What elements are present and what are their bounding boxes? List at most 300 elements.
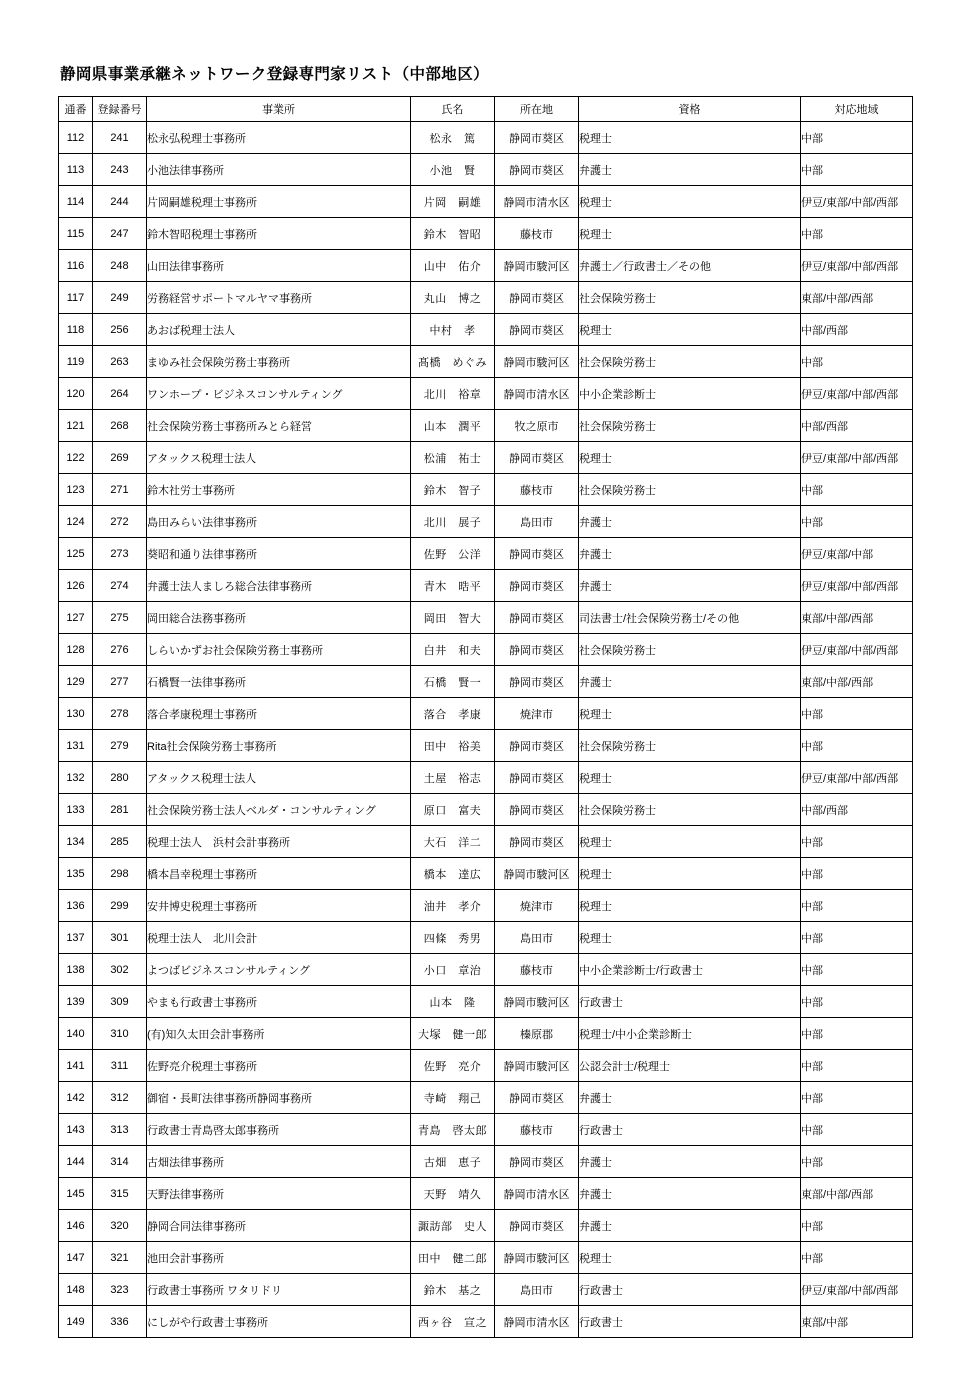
table-row	[59, 890, 913, 922]
cell-no: 140	[59, 1018, 93, 1050]
cell-name: 石橋 賢一	[411, 666, 495, 698]
cell-service-area: 中部	[801, 474, 913, 506]
cell-name: 片岡 嗣雄	[411, 186, 495, 218]
cell-service-area: 中部	[801, 730, 913, 762]
column-header-name: 氏名	[411, 97, 495, 122]
cell-no: 112	[59, 122, 93, 154]
cell-qualification: 税理士	[579, 890, 801, 922]
cell-office: 古畑法律事務所	[147, 1146, 411, 1178]
cell-no: 124	[59, 506, 93, 538]
cell-registration-number: 314	[93, 1146, 147, 1178]
cell-service-area: 東部/中部/西部	[801, 282, 913, 314]
cell-service-area: 中部	[801, 986, 913, 1018]
cell-no: 145	[59, 1178, 93, 1210]
cell-location: 静岡市駿河区	[495, 1050, 579, 1082]
cell-qualification: 社会保険労務士	[579, 410, 801, 442]
cell-service-area: 伊豆/東部/中部/西部	[801, 378, 913, 410]
cell-location: 静岡市清水区	[495, 186, 579, 218]
table-row	[59, 506, 913, 538]
cell-registration-number: 280	[93, 762, 147, 794]
cell-office: にしがや行政書士事務所	[147, 1306, 411, 1338]
cell-no: 114	[59, 186, 93, 218]
cell-registration-number: 279	[93, 730, 147, 762]
cell-service-area: 中部	[801, 154, 913, 186]
cell-no: 116	[59, 250, 93, 282]
cell-location: 静岡市葵区	[495, 1082, 579, 1114]
cell-no: 128	[59, 634, 93, 666]
cell-name: 青島 啓太郎	[411, 1114, 495, 1146]
cell-registration-number: 323	[93, 1274, 147, 1306]
cell-registration-number: 315	[93, 1178, 147, 1210]
cell-service-area: 東部/中部/西部	[801, 602, 913, 634]
cell-name: 青木 晧平	[411, 570, 495, 602]
cell-name: 髙橋 めぐみ	[411, 346, 495, 378]
cell-registration-number: 272	[93, 506, 147, 538]
cell-name: 原口 富夫	[411, 794, 495, 826]
cell-service-area: 中部	[801, 346, 913, 378]
cell-name: 鈴木 基之	[411, 1274, 495, 1306]
table-row	[59, 1018, 913, 1050]
cell-name: 鈴木 智子	[411, 474, 495, 506]
cell-location: 島田市	[495, 1274, 579, 1306]
cell-office: 社会保険労務士法人ベルダ・コンサルティング	[147, 794, 411, 826]
cell-qualification: 弁護士	[579, 1210, 801, 1242]
cell-qualification: 社会保険労務士	[579, 346, 801, 378]
table-row	[59, 986, 913, 1018]
cell-service-area: 中部	[801, 1210, 913, 1242]
cell-location: 静岡市葵区	[495, 730, 579, 762]
cell-name: 大石 洋二	[411, 826, 495, 858]
cell-location: 静岡市葵区	[495, 666, 579, 698]
table-row	[59, 858, 913, 890]
table-row	[59, 602, 913, 634]
cell-location: 静岡市駿河区	[495, 986, 579, 1018]
table-row	[59, 634, 913, 666]
cell-service-area: 東部/中部/西部	[801, 1178, 913, 1210]
cell-registration-number: 241	[93, 122, 147, 154]
cell-no: 127	[59, 602, 93, 634]
cell-location: 静岡市葵区	[495, 762, 579, 794]
cell-qualification: 税理士	[579, 826, 801, 858]
table-row	[59, 1178, 913, 1210]
cell-no: 139	[59, 986, 93, 1018]
table-row	[59, 570, 913, 602]
cell-office: 山田法律事務所	[147, 250, 411, 282]
cell-qualification: 弁護士	[579, 666, 801, 698]
table-row	[59, 346, 913, 378]
cell-office: やまも行政書士事務所	[147, 986, 411, 1018]
table-row	[59, 538, 913, 570]
cell-registration-number: 336	[93, 1306, 147, 1338]
cell-qualification: 行政書士	[579, 1114, 801, 1146]
cell-name: 岡田 智大	[411, 602, 495, 634]
cell-name: 油井 孝介	[411, 890, 495, 922]
cell-location: 焼津市	[495, 890, 579, 922]
cell-office: 静岡合同法律事務所	[147, 1210, 411, 1242]
cell-office: 税理士法人 北川会計	[147, 922, 411, 954]
cell-no: 134	[59, 826, 93, 858]
page-title: 静岡県事業承継ネットワーク登録専門家リスト（中部地区）	[60, 66, 489, 83]
cell-office: アタックス税理士法人	[147, 762, 411, 794]
cell-qualification: 税理士	[579, 762, 801, 794]
cell-office: 行政書士事務所 ワタリドリ	[147, 1274, 411, 1306]
cell-name: 大塚 健一郎	[411, 1018, 495, 1050]
cell-no: 133	[59, 794, 93, 826]
table-row	[59, 186, 913, 218]
cell-no: 142	[59, 1082, 93, 1114]
cell-qualification: 社会保険労務士	[579, 634, 801, 666]
cell-registration-number: 285	[93, 826, 147, 858]
cell-name: 丸山 博之	[411, 282, 495, 314]
cell-office: 岡田総合法務事務所	[147, 602, 411, 634]
table-row	[59, 154, 913, 186]
cell-name: 山中 佑介	[411, 250, 495, 282]
table-row	[59, 1274, 913, 1306]
cell-registration-number: 243	[93, 154, 147, 186]
cell-registration-number: 298	[93, 858, 147, 890]
cell-no: 130	[59, 698, 93, 730]
cell-location: 静岡市葵区	[495, 826, 579, 858]
cell-location: 島田市	[495, 922, 579, 954]
table-row	[59, 826, 913, 858]
cell-name: 松浦 祐士	[411, 442, 495, 474]
cell-location: 島田市	[495, 506, 579, 538]
table-header	[59, 97, 913, 122]
cell-name: 諏訪部 史人	[411, 1210, 495, 1242]
cell-no: 121	[59, 410, 93, 442]
cell-location: 静岡市葵区	[495, 442, 579, 474]
cell-no: 113	[59, 154, 93, 186]
cell-office: 落合孝康税理士事務所	[147, 698, 411, 730]
cell-no: 147	[59, 1242, 93, 1274]
cell-no: 117	[59, 282, 93, 314]
table-row	[59, 474, 913, 506]
cell-office: 橋本昌幸税理士事務所	[147, 858, 411, 890]
expert-list-table	[58, 96, 913, 1338]
table-row	[59, 122, 913, 154]
cell-office: 税理士法人 浜村会計事務所	[147, 826, 411, 858]
cell-name: 古畑 恵子	[411, 1146, 495, 1178]
column-header-location: 所在地	[495, 97, 579, 122]
cell-qualification: 税理士	[579, 922, 801, 954]
cell-name: 山本 隆	[411, 986, 495, 1018]
cell-registration-number: 269	[93, 442, 147, 474]
cell-registration-number: 248	[93, 250, 147, 282]
cell-service-area: 中部/西部	[801, 794, 913, 826]
cell-office: 佐野亮介税理士事務所	[147, 1050, 411, 1082]
column-header-no: 通番	[59, 97, 93, 122]
cell-service-area: 中部	[801, 1018, 913, 1050]
cell-no: 123	[59, 474, 93, 506]
cell-qualification: 社会保険労務士	[579, 730, 801, 762]
cell-location: 静岡市葵区	[495, 154, 579, 186]
cell-office: アタックス税理士法人	[147, 442, 411, 474]
cell-location: 藤枝市	[495, 474, 579, 506]
cell-location: 藤枝市	[495, 1114, 579, 1146]
cell-registration-number: 263	[93, 346, 147, 378]
cell-no: 138	[59, 954, 93, 986]
cell-qualification: 社会保険労務士	[579, 282, 801, 314]
cell-name: 寺崎 翔己	[411, 1082, 495, 1114]
cell-registration-number: 310	[93, 1018, 147, 1050]
cell-registration-number: 302	[93, 954, 147, 986]
cell-office: ワンホープ・ビジネスコンサルティング	[147, 378, 411, 410]
cell-location: 静岡市葵区	[495, 122, 579, 154]
cell-registration-number: 275	[93, 602, 147, 634]
cell-no: 132	[59, 762, 93, 794]
cell-office: まゆみ社会保険労務士事務所	[147, 346, 411, 378]
cell-office: 安井博史税理士事務所	[147, 890, 411, 922]
cell-registration-number: 312	[93, 1082, 147, 1114]
cell-qualification: 弁護士	[579, 1146, 801, 1178]
cell-office: 葵昭和通り法律事務所	[147, 538, 411, 570]
table-row	[59, 1306, 913, 1338]
cell-name: 北川 展子	[411, 506, 495, 538]
cell-qualification: 弁護士	[579, 1082, 801, 1114]
cell-qualification: 税理士	[579, 698, 801, 730]
cell-location: 静岡市葵区	[495, 570, 579, 602]
cell-location: 静岡市葵区	[495, 538, 579, 570]
cell-qualification: 行政書士	[579, 986, 801, 1018]
cell-name: 鈴木 智昭	[411, 218, 495, 250]
cell-location: 静岡市葵区	[495, 282, 579, 314]
cell-registration-number: 309	[93, 986, 147, 1018]
table-row	[59, 378, 913, 410]
cell-name: 四條 秀男	[411, 922, 495, 954]
cell-service-area: 中部	[801, 218, 913, 250]
cell-registration-number: 311	[93, 1050, 147, 1082]
cell-registration-number: 320	[93, 1210, 147, 1242]
cell-location: 静岡市駿河区	[495, 1242, 579, 1274]
cell-qualification: 弁護士	[579, 1178, 801, 1210]
cell-service-area: 伊豆/東部/中部/西部	[801, 634, 913, 666]
table-row	[59, 1114, 913, 1146]
cell-office: 御宿・長町法律事務所静岡事務所	[147, 1082, 411, 1114]
cell-location: 静岡市葵区	[495, 794, 579, 826]
table-row	[59, 282, 913, 314]
table-row	[59, 666, 913, 698]
cell-location: 静岡市駿河区	[495, 858, 579, 890]
cell-location: 静岡市清水区	[495, 378, 579, 410]
cell-name: 西ヶ谷 宣之	[411, 1306, 495, 1338]
cell-location: 藤枝市	[495, 218, 579, 250]
cell-service-area: 中部	[801, 1242, 913, 1274]
cell-service-area: 中部	[801, 1114, 913, 1146]
cell-service-area: 中部	[801, 858, 913, 890]
cell-no: 144	[59, 1146, 93, 1178]
cell-name: 佐野 亮介	[411, 1050, 495, 1082]
cell-registration-number: 299	[93, 890, 147, 922]
cell-qualification: 税理士	[579, 122, 801, 154]
cell-service-area: 中部	[801, 122, 913, 154]
cell-office: あおば税理士法人	[147, 314, 411, 346]
cell-service-area: 伊豆/東部/中部/西部	[801, 570, 913, 602]
cell-qualification: 税理士	[579, 858, 801, 890]
cell-no: 146	[59, 1210, 93, 1242]
cell-no: 122	[59, 442, 93, 474]
cell-qualification: 弁護士	[579, 506, 801, 538]
cell-registration-number: 301	[93, 922, 147, 954]
cell-office: 天野法律事務所	[147, 1178, 411, 1210]
cell-location: 榛原郡	[495, 1018, 579, 1050]
cell-name: 落合 孝康	[411, 698, 495, 730]
cell-registration-number: 249	[93, 282, 147, 314]
cell-no: 115	[59, 218, 93, 250]
cell-service-area: 中部	[801, 954, 913, 986]
cell-qualification: 弁護士	[579, 154, 801, 186]
cell-service-area: 中部	[801, 698, 913, 730]
cell-qualification: 税理士	[579, 442, 801, 474]
cell-service-area: 中部/西部	[801, 314, 913, 346]
cell-service-area: 中部	[801, 1050, 913, 1082]
cell-location: 静岡市駿河区	[495, 346, 579, 378]
cell-no: 135	[59, 858, 93, 890]
cell-registration-number: 247	[93, 218, 147, 250]
cell-service-area: 中部/西部	[801, 410, 913, 442]
cell-service-area: 伊豆/東部/中部/西部	[801, 1274, 913, 1306]
cell-name: 中村 孝	[411, 314, 495, 346]
cell-registration-number: 281	[93, 794, 147, 826]
cell-location: 静岡市葵区	[495, 314, 579, 346]
table-row	[59, 1210, 913, 1242]
column-header-qualification: 資格	[579, 97, 801, 122]
cell-qualification: 中小企業診断士	[579, 378, 801, 410]
cell-service-area: 東部/中部	[801, 1306, 913, 1338]
cell-location: 藤枝市	[495, 954, 579, 986]
cell-no: 119	[59, 346, 93, 378]
cell-office: 行政書士青島啓太郎事務所	[147, 1114, 411, 1146]
cell-service-area: 伊豆/東部/中部/西部	[801, 762, 913, 794]
table-row	[59, 410, 913, 442]
cell-location: 焼津市	[495, 698, 579, 730]
cell-location: 静岡市清水区	[495, 1178, 579, 1210]
cell-no: 118	[59, 314, 93, 346]
cell-qualification: 行政書士	[579, 1306, 801, 1338]
cell-no: 126	[59, 570, 93, 602]
cell-registration-number: 277	[93, 666, 147, 698]
cell-location: 静岡市駿河区	[495, 250, 579, 282]
cell-office: 労務経営サポートマルヤマ事務所	[147, 282, 411, 314]
cell-service-area: 伊豆/東部/中部/西部	[801, 442, 913, 474]
cell-service-area: 中部	[801, 1082, 913, 1114]
cell-service-area: 伊豆/東部/中部	[801, 538, 913, 570]
cell-service-area: 中部	[801, 890, 913, 922]
cell-name: 北川 裕章	[411, 378, 495, 410]
table-row	[59, 794, 913, 826]
cell-office: 石橋賢一法律事務所	[147, 666, 411, 698]
cell-registration-number: 264	[93, 378, 147, 410]
column-header-registration-number: 登録番号	[93, 97, 147, 122]
cell-registration-number: 256	[93, 314, 147, 346]
table-row	[59, 1146, 913, 1178]
cell-service-area: 中部	[801, 506, 913, 538]
cell-qualification: 弁護士／行政書士／その他	[579, 250, 801, 282]
table-body	[59, 122, 913, 1338]
cell-registration-number: 244	[93, 186, 147, 218]
cell-office: 社会保険労務士事務所みとら経営	[147, 410, 411, 442]
cell-location: 静岡市葵区	[495, 1210, 579, 1242]
cell-registration-number: 273	[93, 538, 147, 570]
cell-name: 橋本 達広	[411, 858, 495, 890]
cell-registration-number: 278	[93, 698, 147, 730]
cell-name: 松永 篤	[411, 122, 495, 154]
table-row	[59, 1050, 913, 1082]
cell-no: 141	[59, 1050, 93, 1082]
cell-qualification: 行政書士	[579, 1274, 801, 1306]
cell-office: 島田みらい法律事務所	[147, 506, 411, 538]
cell-no: 129	[59, 666, 93, 698]
cell-no: 120	[59, 378, 93, 410]
cell-no: 148	[59, 1274, 93, 1306]
table-row	[59, 314, 913, 346]
cell-name: 山本 潤平	[411, 410, 495, 442]
cell-qualification: 税理士	[579, 218, 801, 250]
cell-qualification: 中小企業診断士/行政書士	[579, 954, 801, 986]
cell-name: 土屋 裕志	[411, 762, 495, 794]
cell-registration-number: 274	[93, 570, 147, 602]
cell-qualification: 弁護士	[579, 538, 801, 570]
cell-name: 天野 靖久	[411, 1178, 495, 1210]
cell-name: 田中 裕美	[411, 730, 495, 762]
cell-office: よつばビジネスコンサルティング	[147, 954, 411, 986]
cell-no: 136	[59, 890, 93, 922]
table-row	[59, 218, 913, 250]
cell-no: 143	[59, 1114, 93, 1146]
table-row	[59, 922, 913, 954]
cell-location: 静岡市葵区	[495, 1146, 579, 1178]
cell-office: (有)知久太田会計事務所	[147, 1018, 411, 1050]
cell-location: 静岡市葵区	[495, 602, 579, 634]
table-row	[59, 1242, 913, 1274]
cell-qualification: 社会保険労務士	[579, 474, 801, 506]
cell-office: 鈴木社労士事務所	[147, 474, 411, 506]
cell-qualification: 弁護士	[579, 570, 801, 602]
cell-office: 松永弘税理士事務所	[147, 122, 411, 154]
cell-qualification: 税理士	[579, 314, 801, 346]
cell-office: しらいかずお社会保険労務士事務所	[147, 634, 411, 666]
cell-qualification: 税理士/中小企業診断士	[579, 1018, 801, 1050]
cell-qualification: 司法書士/社会保険労務士/その他	[579, 602, 801, 634]
cell-location: 静岡市清水区	[495, 1306, 579, 1338]
cell-service-area: 東部/中部/西部	[801, 666, 913, 698]
cell-qualification: 社会保険労務士	[579, 794, 801, 826]
cell-service-area: 中部	[801, 1146, 913, 1178]
cell-office: 小池法律事務所	[147, 154, 411, 186]
table-row	[59, 1082, 913, 1114]
table-row	[59, 762, 913, 794]
cell-qualification: 税理士	[579, 1242, 801, 1274]
cell-office: Rita社会保険労務士事務所	[147, 730, 411, 762]
column-header-office: 事業所	[147, 97, 411, 122]
cell-office: 池田会計事務所	[147, 1242, 411, 1274]
cell-service-area: 伊豆/東部/中部/西部	[801, 250, 913, 282]
cell-name: 白井 和夫	[411, 634, 495, 666]
cell-service-area: 伊豆/東部/中部/西部	[801, 186, 913, 218]
column-header-service-area: 対応地域	[801, 97, 913, 122]
cell-qualification: 税理士	[579, 186, 801, 218]
cell-no: 149	[59, 1306, 93, 1338]
cell-no: 131	[59, 730, 93, 762]
table-row	[59, 730, 913, 762]
cell-office: 片岡嗣雄税理士事務所	[147, 186, 411, 218]
cell-registration-number: 268	[93, 410, 147, 442]
cell-service-area: 中部	[801, 922, 913, 954]
cell-name: 小池 賢	[411, 154, 495, 186]
table-row	[59, 698, 913, 730]
cell-registration-number: 313	[93, 1114, 147, 1146]
table-row	[59, 250, 913, 282]
table-row	[59, 442, 913, 474]
